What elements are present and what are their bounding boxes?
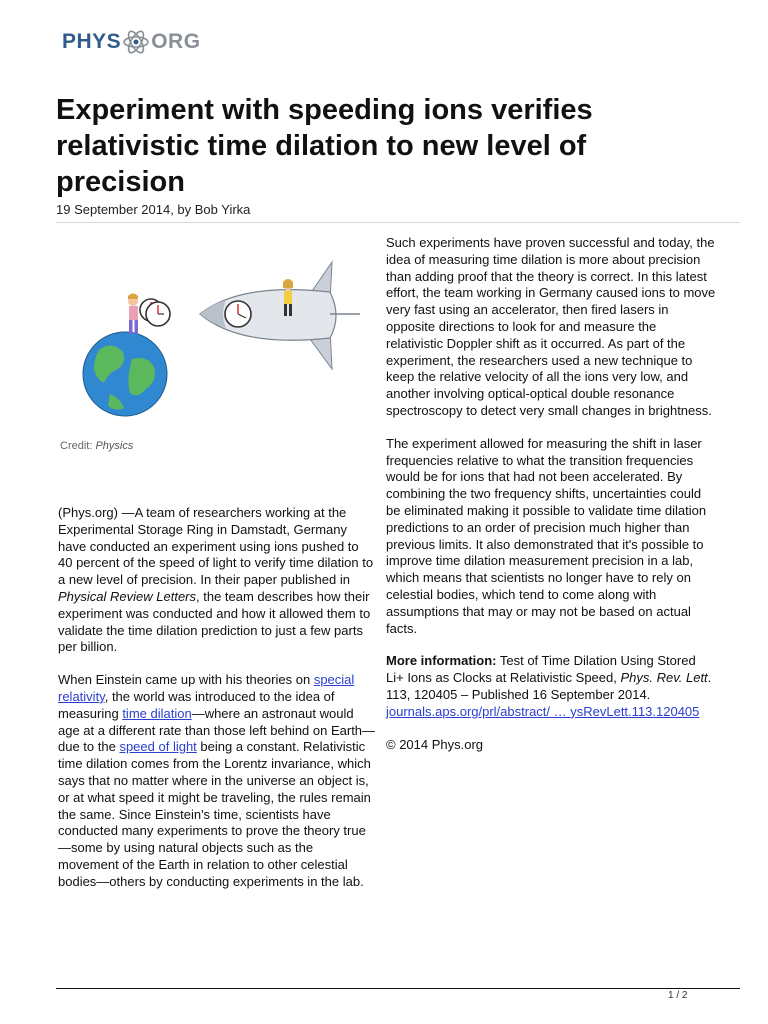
figure-credit-source: Physics [95,440,134,452]
logo-text-org: ORG [151,30,201,53]
more-information [386,653,716,720]
right-paragraph-1: Such experiments have proven successful and today, the idea of measuring time dilation is more about precision than adding proof that the theory is correct. In this latest effort, the team working in Germany caused ions to move very fast using an accelerator, then fired lasers in opposite directions to look for and measure the relativistic Doppler shift as it occurred. As part of the experiment, the researchers used a new technique to keep the relative velocity of all the ions very low, and another involving optical-optical double resonance spectroscopy to detect very small changes in brightness. [386,235,716,418]
text-span: Test of Time Dilation Using Stored Li+ Ions as Clocks at Relativistic Speed, [386,653,696,686]
text-span: , the world was introduced to the idea of measuring [58,688,335,721]
page-number: 1 / 2 [668,990,688,1001]
figure-credit-label: Credit: [60,440,96,452]
text-span: (Phys.org) —A team of researchers working at the Experimental Storage Ring in Damstadt, Germany have conducted an experiment using ions pushed to 40 percent of the speed of light to verify time dilation to a new level of precision. In their paper published in [58,505,374,588]
link-speed-of-light[interactable]: speed of light [119,739,197,755]
physorg-logo [62,26,201,58]
article-title: Experiment with speeding ions verifies relativistic time dilation to new level of precision [56,94,593,198]
text-span: When Einstein came up with his theories on [58,672,314,688]
text-span: being a constant. Relativistic time dilation comes from the Lorentz invariance, which says that no matter where in the universe an object is, or at what speed it might be traveling, the rules remain the same. Since Einstein's time, scientists have conducted many experiments to prove the theory true—some by using natural objects such as the movement of the Earth in relation to other celestial bodies—others by conducting experiments in the lab. [58,739,371,889]
logo-text-phys: PHYS [62,30,122,53]
more-info-label: More information: [386,653,497,669]
link-time-dilation[interactable]: time dilation [122,705,192,721]
article-byline: 19 September 2014, by Bob Yirka [56,202,251,217]
left-paragraph-1 [58,505,376,656]
article-figure [60,244,370,444]
text-span: . 113, 120405 – Published 16 September 2014. [386,670,712,702]
link-journal-abstract[interactable]: journals.aps.org/prl/abstract/ … ysRevLett.113.120405 [386,703,700,719]
text-span: , the team describes how their experiment was conducted and how it allowed them to validate the time dilation prediction to just a few parts per billion. [58,588,371,655]
link-special-relativity[interactable]: special relativity [58,672,355,704]
time-dilation-illustration [60,244,370,444]
copyright: © 2014 Phys.org [386,736,484,752]
atom-icon [122,28,150,56]
figure-credit [60,440,133,452]
left-paragraph-2 [58,672,376,890]
left-column [58,505,376,907]
header-divider [56,222,740,223]
journal-abbrev: Phys. Rev. Lett [620,670,708,686]
right-paragraph-2: The experiment allowed for measuring the shift in laser frequencies relative to what the transition frequencies would be for ions that had not been accelerated. By combining the two frequency shifts, uncertainties could be eliminated making it possible to validate time dilation predictions to an order of precision much higher than previous limits. It also demonstrated that it's possible to improve time dilation measurement precision in a lab, which means that scientists no longer have to rely on celestial bodies, which tend to come along with assumptions that may or may not be based on actual facts. [386,435,707,636]
journal-name: Physical Review Letters [58,588,196,604]
text-span: —where an astronaut would age at a different rate than those left behind on Earth—due to the [58,705,376,755]
footer-divider [56,988,740,989]
right-column [386,235,716,769]
